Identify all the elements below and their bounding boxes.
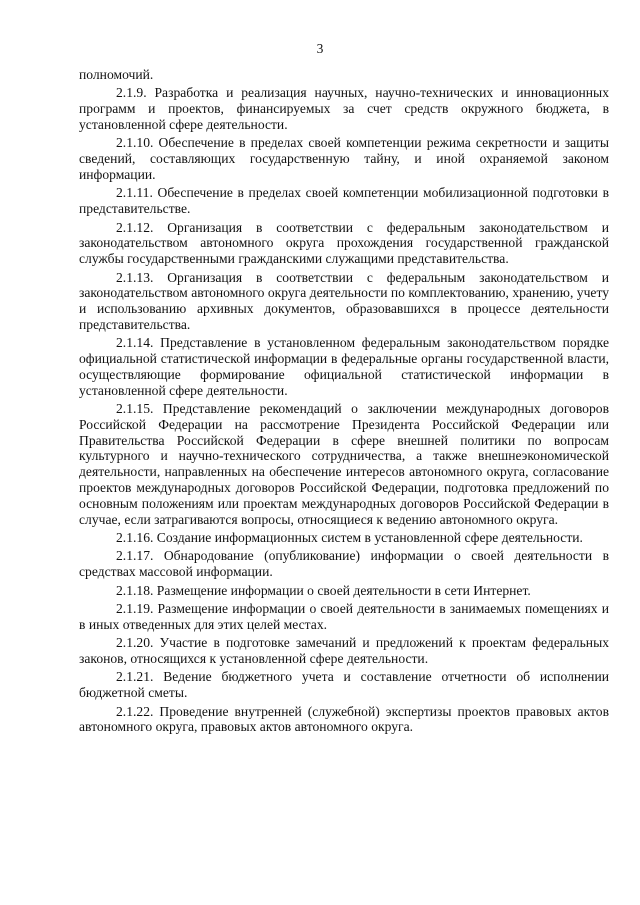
paragraph-2-1-13: 2.1.13. Организация в соответствии с федеральным законодательством и законодательством автономного округа деятельности по комплектованию, хранению, учету и использованию архивных документов, образовавшихся в процессе деятельности представительства.	[79, 269, 609, 332]
paragraph-2-1-22: 2.1.22. Проведение внутренней (служебной) экспертизы проектов правовых актов автономного округа, правовых актов автономного округа.	[79, 703, 609, 735]
paragraph-2-1-16: 2.1.16. Создание информационных систем в установленной сфере деятельности.	[116, 530, 583, 546]
paragraph-2-1-15: 2.1.15. Представление рекомендаций о заключении международных договоров Российской Федерации на рассмотрение Президента Российской Федерации или Правительства Российской Федерации в сфере внешней политики по вопросам культурного и научно-технического сотрудничества, а также внешнеэкономической деятельности, направленных на обеспечение интересов автономного округа, согласование проектов международных договоров Российской Федерации, подготовка предложений по основным положениям или проектам международных договоров Российской Федерации в случае, если затрагиваются вопросы, относящиеся к ведению автономного округа.	[79, 401, 609, 527]
paragraph-2-1-14: 2.1.14. Представление в установленном федеральным законодательством порядке официальной статистической информации в федеральные органы государственной власти, осуществляющие формирование официальной статистической информации в установленной сфере деятельности.	[79, 335, 609, 398]
page-number: 3	[316, 41, 324, 56]
paragraph-continuation: полномочий.	[79, 67, 154, 82]
paragraph-2-1-18: 2.1.18. Размещение информации о своей деятельности в сети Интернет.	[116, 582, 531, 598]
paragraph-2-1-10: 2.1.10. Обеспечение в пределах своей компетенции режима секретности и защиты сведений, составляющих государственную тайну, и иной охраняемой законом информации.	[79, 135, 609, 182]
paragraph-2-1-17: 2.1.17. Обнародование (опубликование) информации о своей деятельности в средствах массовой информации.	[79, 548, 609, 580]
document-body	[79, 67, 609, 738]
paragraph-2-1-19: 2.1.19. Размещение информации о своей деятельности в занимаемых помещениях и в иных отведенных для этих целей местах.	[79, 601, 609, 632]
paragraph-2-1-11: 2.1.11. Обеспечение в пределах своей компетенции мобилизационной подготовки в представительстве.	[79, 185, 609, 217]
paragraph-2-1-21: 2.1.21. Ведение бюджетного учета и составление отчетности об исполнении бюджетной сметы.	[79, 669, 609, 701]
paragraph-2-1-9: 2.1.9. Разработка и реализация научных, научно-технических и инновационных программ и проектов, финансируемых за счет средств окружного бюджета, в установленной сфере деятельности.	[79, 85, 609, 132]
paragraph-2-1-20: 2.1.20. Участие в подготовке замечаний и предложений к проектам федеральных законов, относящихся к установленной сфере деятельности.	[79, 635, 609, 667]
paragraph-2-1-12: 2.1.12. Организация в соответствии с федеральным законодательством и законодательством автономного округа прохождения государственной гражданской службы государственными гражданскими служащими представительства.	[79, 219, 609, 267]
